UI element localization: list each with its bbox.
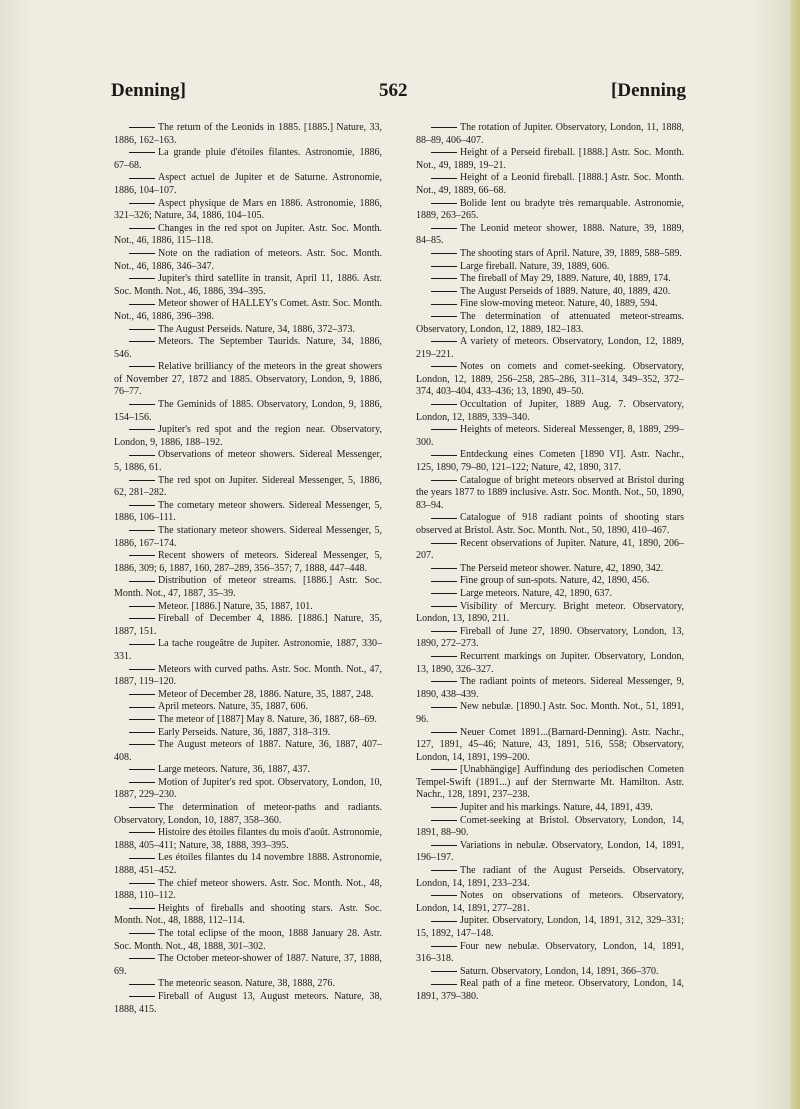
ditto-rule (431, 971, 457, 972)
entry-text: The August Perseids of 1889. Nature, 40, 1889, 420. (460, 285, 671, 297)
ditto-rule (129, 933, 155, 934)
entry-text: Bolide lent ou bradyte très remarquable. Astronomie, 1889, 263–265. (416, 197, 684, 222)
ditto-rule (129, 984, 155, 985)
bibliography-entry (416, 575, 684, 588)
ditto-rule (431, 681, 457, 682)
bibliography-entry (114, 273, 382, 298)
right-column (416, 122, 684, 1004)
bibliography-entry (416, 336, 684, 361)
entry-text: A variety of meteors. Observatory, London, 12, 1889, 219–221. (416, 336, 684, 360)
bibliography-entry (416, 298, 684, 311)
bibliography-entry (114, 361, 382, 399)
ditto-rule (431, 304, 457, 305)
bibliography-entry (416, 424, 684, 449)
bibliography-entry (114, 701, 382, 714)
ditto-rule (431, 656, 457, 657)
entry-text: The shooting stars of April. Nature, 39, 1889, 588–589. (460, 247, 682, 259)
entry-text: The return of the Leonids in 1885. [1885.] Nature, 33, 1886, 162–163. (114, 122, 382, 146)
entry-text: Large fireball. Nature, 39, 1889, 606. (460, 260, 610, 272)
entry-text: Distribution of meteor streams. [1886.] Astr. Soc. Month. Not., 47, 1887, 35–39. (114, 575, 382, 599)
bibliography-entry (416, 802, 684, 815)
entry-text: Recurrent markings on Jupiter. Observatory, London, 13, 1890, 326–327. (416, 650, 684, 675)
bibliography-entry (114, 777, 382, 802)
ditto-rule (129, 329, 155, 330)
entry-text: Jupiter. Observatory, London, 14, 1891, 312, 329–331; 15, 1892, 147–148. (416, 915, 684, 939)
entry-text: Notes on comets and comet-seeking. Observatory, London, 12, 1889, 256–258, 285–286, 311–314, 349–352, 372–374, 403–404, 433–436; 13, 1890, 49–50. (416, 361, 684, 398)
bibliography-entry (114, 978, 382, 991)
ditto-rule (431, 581, 457, 582)
entry-text: The determination of meteor-paths and radiants. Observatory, London, 10, 1887, 358–360. (114, 802, 382, 826)
bibliography-entry (114, 827, 382, 852)
ditto-rule (431, 769, 457, 770)
bibliography-entry (416, 890, 684, 915)
bibliography-entry (416, 727, 684, 765)
entry-text: Fine group of sun-spots. Nature, 42, 1890, 456. (460, 575, 650, 587)
entry-text: The meteoric season. Nature, 38, 1888, 276. (158, 978, 335, 990)
ditto-rule (431, 568, 457, 569)
bibliography-entry (114, 601, 382, 614)
bibliography-entry (416, 223, 684, 248)
entry-text: Note on the radiation of meteors. Astr. Soc. Month. Not., 46, 1886, 346–347. (114, 247, 382, 272)
entry-text: The stationary meteor showers. Sidereal Messenger, 5, 1886, 167–174. (114, 525, 382, 549)
entry-text: The red spot on Jupiter. Sidereal Messenger, 5, 1886, 62, 281–282. (114, 474, 382, 499)
ditto-rule (431, 946, 457, 947)
entry-text: Notes on observations of meteors. Observatory, London, 14, 1891, 277–281. (416, 890, 684, 914)
entry-text: Variations in nebulæ. Observatory, London, 14, 1891, 196–197. (416, 839, 684, 864)
bibliography-entry (114, 248, 382, 273)
entry-text: Meteor of December 28, 1886. Nature, 35, 1887, 248. (158, 688, 374, 700)
bibliography-entry (416, 840, 684, 865)
bibliography-entry (114, 727, 382, 740)
entry-text: The determination of attenuated meteor-streams. Observatory, London, 12, 1889, 182–183. (416, 310, 684, 335)
entry-text: April meteors. Nature, 35, 1887, 606. (158, 701, 308, 713)
ditto-rule (129, 530, 155, 531)
ditto-rule (129, 732, 155, 733)
bibliography-entry (114, 324, 382, 337)
entry-text: Jupiter's red spot and the region near. Observatory, London, 9, 1886, 188–192. (114, 424, 382, 448)
ditto-rule (431, 253, 457, 254)
bibliography-entry (416, 626, 684, 651)
ditto-rule (431, 543, 457, 544)
left-column (114, 122, 382, 1016)
bibliography-entry (114, 689, 382, 702)
ditto-rule (431, 127, 457, 128)
bibliography-entry (416, 563, 684, 576)
entry-text: Heights of fireballs and shooting stars. Astr. Soc. Month. Not., 48, 1888, 112–114. (114, 902, 382, 927)
ditto-rule (129, 480, 155, 481)
ditto-rule (431, 807, 457, 808)
ditto-rule (431, 518, 457, 519)
ditto-rule (431, 845, 457, 846)
entry-text: The Leonid meteor shower, 1888. Nature, 39, 1889, 84–85. (416, 222, 684, 247)
ditto-rule (129, 278, 155, 279)
entry-text: The meteor of [1887] May 8. Nature, 36, 1887, 68–69. (158, 713, 377, 725)
entry-text: Visibility of Mercury. Bright meteor. Observatory, London, 13, 1890, 211. (416, 600, 684, 625)
bibliography-entry (114, 122, 382, 147)
bibliography-entry (416, 865, 684, 890)
ditto-rule (431, 429, 457, 430)
entry-text: The cometary meteor showers. Sidereal Messenger, 5, 1886, 106–111. (114, 499, 382, 524)
bibliography-entry (416, 941, 684, 966)
bibliography-entry (416, 475, 684, 513)
bibliography-entry (114, 475, 382, 500)
ditto-rule (129, 581, 155, 582)
entry-text: The August Perseids. Nature, 34, 1886, 372–373. (158, 323, 355, 335)
ditto-rule (129, 253, 155, 254)
entry-text: Aspect actuel de Jupiter et de Saturne. Astronomie, 1886, 104–107. (114, 172, 382, 196)
ditto-rule (431, 266, 457, 267)
ditto-rule (129, 669, 155, 670)
ditto-rule (129, 505, 155, 506)
entry-text: Large meteors. Nature, 36, 1887, 437. (158, 764, 310, 776)
entry-text: Heights of meteors. Sidereal Messenger, 8, 1889, 299–300. (416, 424, 684, 448)
entry-text: The chief meteor showers. Astr. Soc. Month. Not., 48, 1888, 110–112. (114, 877, 382, 902)
ditto-rule (129, 807, 155, 808)
bibliography-entry (416, 311, 684, 336)
entry-text: Fireball of August 13, August meteors. Nature, 38, 1888, 415. (114, 990, 382, 1015)
entry-text: Fireball of June 27, 1890. Observatory, London, 13, 1890, 272–273. (416, 625, 684, 650)
ditto-rule (129, 694, 155, 695)
entry-text: The fireball of May 29, 1889. Nature, 40, 1889, 174. (460, 273, 671, 285)
bibliography-entry (114, 991, 382, 1016)
ditto-rule (129, 555, 155, 556)
ditto-rule (129, 707, 155, 708)
bibliography-entry (416, 915, 684, 940)
bibliography-entry (416, 399, 684, 424)
entry-text: Comet-seeking at Bristol. Observatory, London, 14, 1891, 88–90. (416, 814, 684, 839)
bibliography-entry (416, 512, 684, 537)
ditto-rule (431, 707, 457, 708)
ditto-rule (129, 341, 155, 342)
header-left: Denning] (111, 80, 186, 101)
entry-text: Les étoiles filantes du 14 novembre 1888. Astronomie, 1888, 451–452. (114, 852, 382, 877)
entry-text: Real path of a fine meteor. Observatory, London, 14, 1891, 379–380. (416, 978, 684, 1002)
bibliography-entry (416, 198, 684, 223)
ditto-rule (129, 404, 155, 405)
entry-text: Meteors with curved paths. Astr. Soc. Month. Not., 47, 1887, 119–120. (114, 663, 382, 688)
ditto-rule (431, 178, 457, 179)
bibliography-entry (114, 714, 382, 727)
bibliography-entry (114, 449, 382, 474)
entry-text: Large meteors. Nature, 42, 1890, 637. (460, 587, 612, 599)
ditto-rule (431, 820, 457, 821)
bibliography-entry (114, 613, 382, 638)
ditto-rule (129, 203, 155, 204)
bibliography-entry (416, 261, 684, 274)
entry-text: Meteor. [1886.] Nature, 35, 1887, 101. (158, 600, 313, 612)
ditto-rule (431, 316, 457, 317)
bibliography-entry (114, 739, 382, 764)
ditto-rule (129, 644, 155, 645)
bibliography-entry (114, 223, 382, 248)
bibliography-entry (416, 601, 684, 626)
ditto-rule (129, 719, 155, 720)
entry-text: The total eclipse of the moon, 1888 January 28. Astr. Soc. Month. Not., 48, 1888, 301–302. (114, 928, 382, 952)
bibliography-entry (416, 273, 684, 286)
ditto-rule (431, 984, 457, 985)
bibliography-entry (416, 676, 684, 701)
entry-text: The Geminids of 1885. Observatory, London, 9, 1886, 154–156. (114, 399, 382, 423)
bibliography-entry (114, 664, 382, 689)
bibliography-entry (114, 336, 382, 361)
entry-text: Entdeckung eines Cometen [1890 VI]. Astr. Nachr., 125, 1890, 79–80, 121–122; Nature, 42, 1890, 317. (416, 449, 684, 474)
entry-text: The rotation of Jupiter. Observatory, London, 11, 1888, 88–89, 406–407. (416, 122, 684, 146)
ditto-rule (129, 366, 155, 367)
bibliography-entry (114, 424, 382, 449)
entry-text: Fireball of December 4, 1886. [1886.] Nature, 35, 1887, 151. (114, 613, 382, 637)
ditto-rule (431, 870, 457, 871)
entry-text: Neuer Comet 1891...(Barnard-Denning). Astr. Nachr., 127, 1891, 45–46; Nature, 43, 1891, 516, 558; Observatory, London, 14, 1891, 199–200. (416, 726, 684, 763)
bibliography-entry (114, 764, 382, 777)
bibliography-entry (416, 701, 684, 726)
entry-text: Changes in the red spot on Jupiter. Astr. Soc. Month. Not., 46, 1886, 115–118. (114, 222, 382, 247)
bibliography-entry (416, 764, 684, 802)
entry-text: The August meteors of 1887. Nature, 36, 1887, 407–408. (114, 739, 382, 763)
bibliography-entry (416, 122, 684, 147)
bibliography-entry (416, 966, 684, 979)
ditto-rule (129, 618, 155, 619)
entry-text: La grande pluie d'étoiles filantes. Astronomie, 1886, 67–68. (114, 147, 382, 171)
entry-text: Recent showers of meteors. Sidereal Messenger, 5, 1886, 309; 6, 1887, 160, 287–289, 356–357; 7, 1888, 447–448. (114, 550, 382, 574)
ditto-rule (431, 455, 457, 456)
entry-text: Occultation of Jupiter, 1889 Aug. 7. Observatory, London, 12, 1889, 339–340. (416, 399, 684, 423)
ditto-rule (431, 606, 457, 607)
page-edge (790, 0, 800, 1109)
bibliography-entry (114, 399, 382, 424)
entry-text: Aspect physique de Mars en 1886. Astronomie, 1886, 321–326; Nature, 34, 1886, 104–105. (114, 197, 382, 222)
ditto-rule (129, 304, 155, 305)
ditto-rule (129, 858, 155, 859)
ditto-rule (129, 782, 155, 783)
entry-text: Fine slow-moving meteor. Nature, 40, 1889, 594. (460, 298, 658, 310)
entry-text: [Unabhängige] Auffindung des periodischen Cometen Tempel-Swift (1891...) auf der Sternwarte Mt. Hamilton. Astr. Nachr., 128, 1891, 237–238. (416, 764, 684, 801)
ditto-rule (431, 291, 457, 292)
bibliography-entry (416, 449, 684, 474)
bibliography-entry (114, 903, 382, 928)
entry-text: Observations of meteor showers. Sidereal Messenger, 5, 1886, 61. (114, 449, 382, 474)
bibliography-entry (416, 147, 684, 172)
running-header (111, 80, 686, 104)
ditto-rule (431, 366, 457, 367)
bibliography-entry (416, 588, 684, 601)
bibliography-entry (416, 361, 684, 399)
entry-text: The radiant points of meteors. Sidereal Messenger, 9, 1890, 438–439. (416, 676, 684, 700)
entry-text: The Perseid meteor shower. Nature, 42, 1890, 342. (460, 562, 664, 574)
ditto-rule (431, 631, 457, 632)
entry-text: Jupiter and his markings. Nature, 44, 1891, 439. (460, 802, 653, 814)
bibliography-entry (114, 172, 382, 197)
bibliography-entry (114, 198, 382, 223)
entry-text: Motion of Jupiter's red spot. Observatory, London, 10, 1887, 229–230. (114, 776, 382, 801)
ditto-rule (129, 429, 155, 430)
ditto-rule (129, 228, 155, 229)
bibliography-entry (416, 286, 684, 299)
bibliography-entry (114, 638, 382, 663)
entry-text: The radiant of the August Perseids. Observatory, London, 14, 1891, 233–234. (416, 865, 684, 889)
ditto-rule (129, 152, 155, 153)
entry-text: Relative brilliancy of the meteors in the great showers of November 27, 1872 and 1885. Observatory, London, 9, 1886, 76–77. (114, 361, 382, 398)
ditto-rule (431, 593, 457, 594)
entry-text: Histoire des étoiles filantes du mois d'août. Astronomie, 1888, 405–411; Nature, 38, 1888, 393–395. (114, 827, 382, 851)
ditto-rule (129, 178, 155, 179)
entry-text: The October meteor-shower of 1887. Nature, 37, 1888, 69. (114, 953, 382, 977)
ditto-rule (431, 228, 457, 229)
ditto-rule (129, 127, 155, 128)
bibliography-entry (416, 538, 684, 563)
entry-text: Jupiter's third satellite in transit, April 11, 1886. Astr. Soc. Month. Not., 46, 1886, 394–395. (114, 273, 382, 297)
ditto-rule (129, 996, 155, 997)
bibliography-entry (114, 953, 382, 978)
bibliography-entry (114, 802, 382, 827)
bibliography-entry (114, 878, 382, 903)
bibliography-entry (114, 525, 382, 550)
bibliography-entry (416, 815, 684, 840)
bibliography-entry (114, 928, 382, 953)
bibliography-entry (114, 298, 382, 323)
entry-text: Meteor shower of HALLEY's Comet. Astr. Soc. Month. Not., 46, 1886, 396–398. (114, 298, 382, 322)
page-number: 562 (379, 80, 408, 101)
ditto-rule (431, 341, 457, 342)
ditto-rule (129, 769, 155, 770)
bibliography-entry (114, 852, 382, 877)
ditto-rule (129, 744, 155, 745)
ditto-rule (431, 404, 457, 405)
entry-text: Early Perseids. Nature, 36, 1887, 318–319. (158, 726, 331, 738)
bibliography-entry (114, 575, 382, 600)
entry-text: Height of a Perseid fireball. [1888.] Astr. Soc. Month. Not., 49, 1889, 19–21. (416, 147, 684, 171)
bibliography-entry (416, 978, 684, 1003)
ditto-rule (431, 480, 457, 481)
bibliography-entry (114, 147, 382, 172)
bibliography-entry (416, 248, 684, 261)
entry-text: La tache rougeâtre de Jupiter. Astronomie, 1887, 330–331. (114, 638, 382, 662)
ditto-rule (129, 958, 155, 959)
bibliography-entry (114, 500, 382, 525)
ditto-rule (129, 883, 155, 884)
ditto-rule (431, 921, 457, 922)
ditto-rule (129, 908, 155, 909)
header-right: [Denning (611, 80, 686, 101)
ditto-rule (129, 832, 155, 833)
entry-text: Catalogue of 918 radiant points of shooting stars observed at Bristol. Astr. Soc. Month. Not., 50, 1890, 410–467. (416, 512, 684, 536)
entry-text: Saturn. Observatory, London, 14, 1891, 366–370. (460, 965, 659, 977)
ditto-rule (431, 152, 457, 153)
ditto-rule (129, 455, 155, 456)
ditto-rule (431, 895, 457, 896)
ditto-rule (129, 606, 155, 607)
ditto-rule (431, 203, 457, 204)
entry-text: New nebulæ. [1890.] Astr. Soc. Month. Not., 51, 1891, 96. (416, 701, 684, 725)
entry-text: Catalogue of bright meteors observed at Bristol during the years 1877 to 1889 inclusive. Astr. Soc. Month. Not., 50, 1890, 83–94. (416, 474, 684, 511)
entry-text: Meteors. The September Taurids. Nature, 34, 1886, 546. (114, 336, 382, 360)
bibliography-entry (114, 550, 382, 575)
entry-text: Four new nebulæ. Observatory, London, 14, 1891, 316–318. (416, 940, 684, 965)
ditto-rule (431, 732, 457, 733)
ditto-rule (431, 278, 457, 279)
bibliography-entry (416, 651, 684, 676)
entry-text: Recent observations of Jupiter. Nature, 41, 1890, 206–207. (416, 537, 684, 562)
entry-text: Height of a Leonid fireball. [1888.] Astr. Soc. Month. Not., 49, 1889, 66–68. (416, 172, 684, 196)
bibliography-entry (416, 172, 684, 197)
